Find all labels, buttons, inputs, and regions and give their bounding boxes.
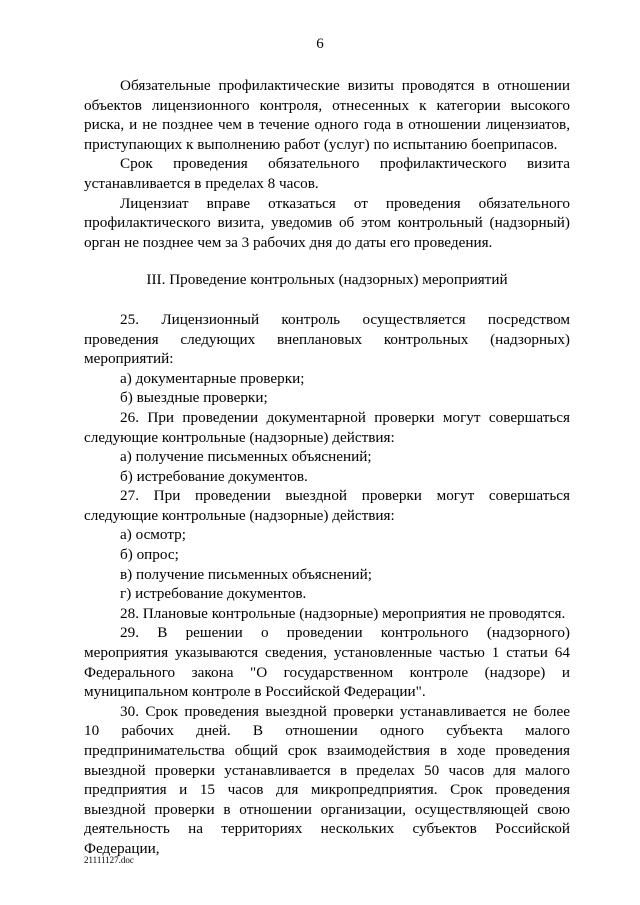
list-item: а) осмотр; (120, 526, 186, 544)
paragraph: 29. В решении о проведении контрольного (надзорного) мероприятия указываются сведения, установленные частью 1 статьи 64 Федерального закона "О государственном контроле (надзоре) и муниципальном контроле в Российской Федерации". (84, 624, 570, 701)
paragraph: 27. При проведении выездной проверки могут совершаться следующие контрольные (надзорные) действия: (84, 487, 570, 524)
footer-doc-code: 21111127.doc (84, 855, 134, 865)
paragraph: Срок проведения обязательного профилактического визита устанавливается в пределах 8 часов. (84, 155, 570, 192)
list-item: в) получение письменных объяснений; (120, 565, 373, 583)
list-item: а) получение письменных объяснений; (120, 448, 372, 466)
paragraph: 26. При проведении документарной проверки могут совершаться следующие контрольные (надзорные) действия: (84, 408, 570, 446)
list-item: г) истребование документов. (120, 585, 307, 603)
paragraph: Лицензиат вправе отказаться от проведения обязательного профилактического визита, уведомив об этом контрольный (надзорный) орган не позднее чем за 3 рабочих дня до даты его проведения. (84, 194, 570, 251)
section-heading: III. Проведение контрольных (надзорных) мероприятий (146, 271, 508, 289)
list-item: а) документарные проверки; (120, 369, 305, 387)
paragraph: 25. Лицензионный контроль осуществляется посредством проведения следующих внеплановых контрольных (надзорных) мероприятий: (84, 310, 570, 368)
list-item: б) выездные проверки; (120, 389, 268, 407)
list-item: б) истребование документов. (120, 467, 308, 485)
document-body (84, 76, 570, 859)
list-item: б) опрос; (120, 546, 179, 564)
page-number: 6 (316, 36, 324, 52)
paragraph: 28. Плановые контрольные (надзорные) мероприятия не проводятся. (120, 604, 566, 622)
paragraph: 30. Срок проведения выездной проверки устанавливается не более 10 рабочих дней. В отношении одного субъекта малого предпринимательства общий срок взаимодействия в ходе проведения выездной проверки устанавливается в пределах 50 часов для малого предприятия и 15 часов для микропредприятия. Срок проведения выездной проверки в отношении организации, осуществляющей свою деятельность на территориях нескольких субъектов Российской Федерации, (84, 702, 570, 857)
paragraph: Обязательные профилактические визиты проводятся в отношении объектов лицензионного контроля, отнесенных к категории высокого риска, и не позднее чем в течение одного года в отношении лицензиатов, приступающих к выполнению работ (услуг) по испытанию боеприпасов. (84, 77, 570, 153)
